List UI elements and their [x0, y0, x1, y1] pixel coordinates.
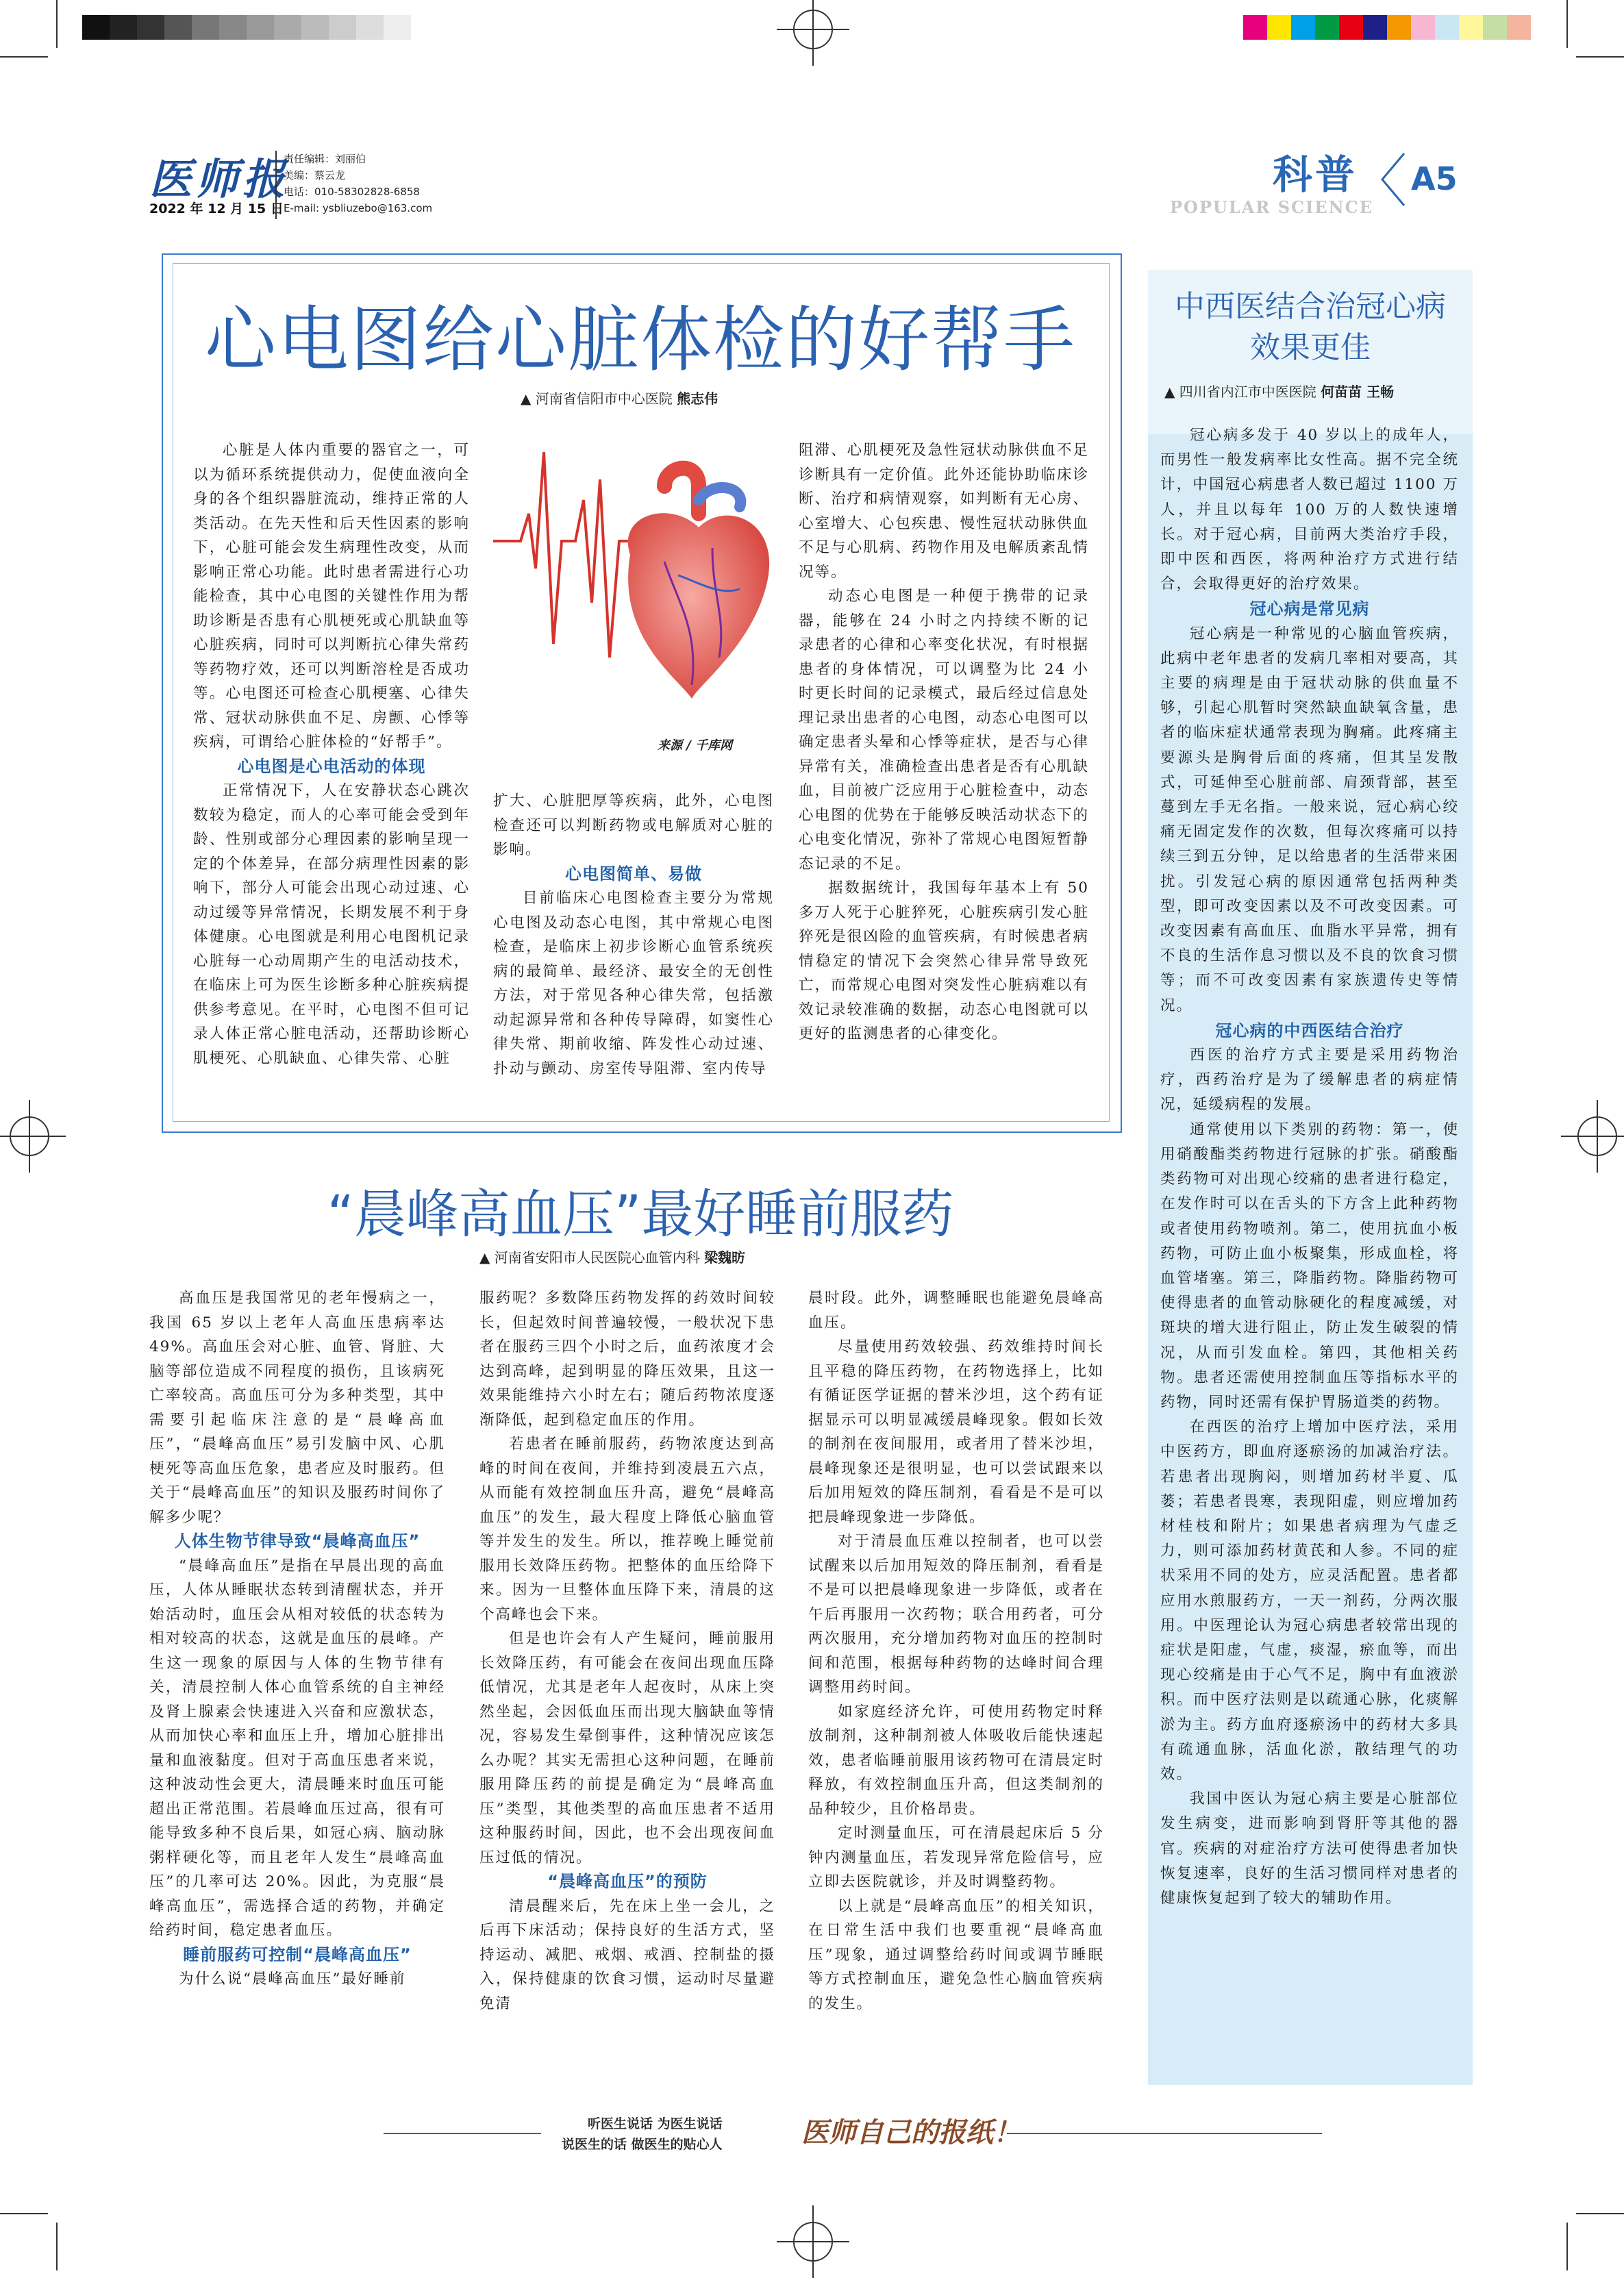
crop-mark — [0, 56, 48, 58]
masthead-divider — [275, 151, 277, 219]
paragraph: “晨峰高血压”是指在早晨出现的高血压，人体从睡眠状态转到清醒状态，并开始活动时，血压会从相对较低的状态转为相对较高的状态，这就是血压的晨峰。产生这一现象的原因与人体的生物节律有关，清晨控制人体心血管系统的自主神经及肾上腺素会快速进入兴奋和应激状态，从而加快心率和血压上升，增加心脏排出量和血液黏度。但对于高血压患者来说，这种波动性会更大，清晨睡来时血压可能超出正常范围。若晨峰血压过高，很有可能导致多种不良后果，如冠心病、脑动脉粥样硬化等，而且老年人发生“晨峰高血压”的几率可达 20%。因此，为克服“晨峰高血压”，需选择合适的药物，并确定给药时间，稳定患者血压。 — [149, 1557, 445, 1939]
section-subtitle: POPULAR SCIENCE — [1170, 197, 1374, 217]
registration-mark-left — [10, 1116, 49, 1156]
registration-mark-right — [1577, 1116, 1617, 1156]
sidebar-title-line: 效果更佳 — [1250, 330, 1371, 365]
byline-org: ▲ 河南省安阳市人民医院心血管内科 — [479, 1249, 700, 1266]
article-ecg-headline: 心电图给心脏体检的好帮手 — [204, 298, 1076, 381]
paragraph: 据数据统计，我国每年基本上有 50 多万人死于心脏猝死，心脏疾病引发心脏猝死是很凶险的血管疾病，有时候患者病情稳定的情况下会突然心律异常导致死亡，而常规心电图对突发性心脏病难以有效记录较准确的数据，动态心电图就可以更好的监测患者的心律变化。 — [799, 879, 1089, 1042]
byline-author: 梁魏昉 — [704, 1249, 746, 1266]
footer-slogan — [562, 2114, 723, 2155]
article-ecg-byline — [521, 388, 718, 408]
footer-rule-left — [384, 2133, 541, 2134]
masthead — [149, 149, 1485, 225]
paragraph: 以上就是“晨峰高血压”的相关知识，在日常生活中我们也要重视“晨峰高血压”现象，通过调整给药时间或调节睡眠等方式控制血压，避免急性心脑血管疾病的发生。 — [808, 1897, 1104, 2012]
editor-credit: 责任编辑：刘丽伯 — [284, 153, 366, 165]
crop-mark — [0, 2213, 48, 2214]
paragraph: 西医的治疗方式主要是采用药物治疗，西药治疗是为了缓解患者的病症情况，延缓病程的发展。 — [1160, 1047, 1459, 1114]
footer-slogan-line: 听医生说话 为医生说话 — [588, 2116, 723, 2131]
issue-date: 2022 年 12 月 15 日 — [149, 201, 284, 216]
crop-mark — [56, 2223, 58, 2270]
paragraph: 若患者在睡前服药，药物浓度达到高峰的时间在夜间，并维持到凌晨五六点，从而能有效控制血压升高，避免“晨峰高血压”的发生，最大程度上降低心脑血管等并发生的发生。所以，推荐晚上睡觉前服用长效降压药物。把整体的血压给降下来。因为一旦整体血压降下来，清晨的这个高峰也会下来。 — [479, 1436, 775, 1623]
byline-org: ▲ 河南省信阳市中心医院 — [521, 390, 673, 407]
sidebar-title-line: 中西医结合治冠心病 — [1175, 289, 1446, 324]
article-bp-subhead-2: 睡前服药可控制“晨峰高血压” — [183, 1944, 412, 1964]
footer-rule-right — [1007, 2133, 1322, 2134]
email-contact: E-mail: ysbliuzebo@163.com — [284, 202, 433, 214]
article-ecg-subhead-2: 心电图简单、易做 — [565, 864, 702, 884]
paragraph: 在西医的治疗上增加中医疗法，采用中医药方，即血府逐瘀汤的加减治疗法。若患者出现胸闷，则增加药材半夏、瓜蒌；若患者畏寒，表现阳虚，则应增加药材桂枝和附片；如果患者病理为气虚乏力，则可添加药材黄芪和人参。不同的症状采用不同的处方，应灵活配置。患者都应用水煎服药方，一天一剂药，分两次服用。中医理论认为冠心病患者较常出现的症状是阳虚，气虚，痰湿，瘀血等，而出现心绞痛是由于心气不足，胸中有血液淤积。而中医疗法则是以疏通心脉，化痰解淤为主。药方血府逐瘀汤中的药材大多具有疏通血脉，活血化淤，散结理气的功效。 — [1160, 1418, 1459, 1783]
paragraph: 对于清晨血压难以控制者，也可以尝试醒来以后加用短效的降压制剂，看看是不是可以把晨峰现象进一步降低，或者在午后再服用一次药物；联合用药者，可分两次服用，充分增加药物对血压的控制时间和范围，根据每种药物的达峰时间合理调整用药时间。 — [808, 1533, 1104, 1696]
heart-ecg-illustration — [493, 438, 781, 753]
paragraph: 阻滞、心肌梗死及急性冠状动脉供血不足诊断具有一定价值。此外还能协助临床诊断、治疗和病情观察，如判断有无心房、心室增大、心包疾患、慢性冠状动脉供血不足与心肌病、药物作用及电解质紊乱情况等。 — [799, 442, 1089, 581]
registration-mark-bottom — [793, 2222, 833, 2262]
paragraph: 定时测量血压，可在清晨起床后 5 分钟内测量血压，若发现异常危险信号，应立即去医院就诊，并及时调整药物。 — [808, 1825, 1104, 1890]
article-bp-headline: “晨峰高血压”最好睡前服药 — [327, 1184, 954, 1244]
paragraph: 但是也许会有人产生疑问，睡前服用长效降压药，有可能会在夜间出现血压降低情况，尤其是老年人起夜时，从床上突然坐起，会因低血压而出现大脑缺血等情况，容易发生晕倒事件，这种情况应该怎么办呢？其实无需担心这种问题，在睡前服用降压药的前提是确定为“晨峰高血压”类型，其他类型的高血压患者不适用这种服药时间，因此，也不会出现夜间血压过低的情况。 — [479, 1630, 775, 1866]
article-bp-column-2 — [479, 1286, 775, 2016]
article-ecg-column-2 — [493, 789, 774, 1081]
article-ecg-column-1 — [193, 438, 470, 1071]
ecg-waveform — [493, 452, 651, 658]
image-caption: 来源 / 千库网 — [658, 738, 733, 753]
paragraph: 清晨醒来后，先在床上坐一会儿，之后再下床活动；保持良好的生活方式，坚持运动、减肥、戒烟、戒酒、控制盐的摄入，保持健康的饮食习惯，运动时尽量避免清 — [479, 1897, 775, 2012]
sidebar-title — [1148, 286, 1473, 368]
byline-author: 熊志伟 — [677, 390, 719, 407]
article-bp-column-3 — [808, 1286, 1104, 2016]
paragraph: 心脏是人体内重要的器官之一，可以为循环系统提供动力，促使血液向全身的各个组织器脏流动，维持正常的人类活动。在先天性和后天性因素的影响下，心脏可能会发生病理性改变，从而影响正常心功能。此时患者需进行心功能检查，其中心电图的关键性作用为帮助诊断是否患有心肌梗死或心肌缺血等心脏疾病，同时可以判断抗心律失常药等药物疗效，还可以判断溶栓是否成功等。心电图还可检查心肌梗塞、心律失常、冠状动脉供血不足、房颤、心悸等疾病，可谓给心脏体检的“好帮手”。 — [193, 442, 470, 751]
paragraph: 通常使用以下类别的药物：第一，使用硝酸酯类药物进行冠脉的扩张。硝酸酯类药物可对出现心绞痛的患者进行稳定，在发作时可以在舌头的下方含上此种药物或者使用药物喷剂。第二，使用抗血小板药物，可防止血小板聚集，形成血栓，将血管堵塞。第三，降脂药物。降脂药物可使得患者的血管动脉硬化的程度减缓，对斑块的增大进行阻止，防止发生破裂的情况，从而引发血栓。第四，其他相关药物。患者还需使用控制血压等指标水平的药物，同时还需有保护胃肠道类的药物。 — [1160, 1121, 1459, 1411]
paragraph: 目前临床心电图检查主要分为常规心电图及动态心电图，其中常规心电图检查，是临床上初步诊断心血管系统疾病的最简单、最经济、最安全的无创性方法，对于常见各种心律失常，包括激动起源异常和各种传导障碍，如窦性心律失常、期前收缩、阵发性心动过速、扑动与颤动、房室传导阻滞、室内传导 — [493, 890, 774, 1077]
chevron-left-icon — [1379, 152, 1407, 207]
article-bp-byline — [479, 1247, 745, 1266]
sidebar-byline — [1164, 381, 1394, 401]
crop-mark — [1576, 2213, 1624, 2214]
article-bp-subhead-3: “晨峰高血压”的预防 — [547, 1872, 708, 1891]
section-title: 科普 — [1273, 151, 1358, 198]
article-ecg-column-3 — [799, 438, 1089, 1047]
paragraph: 冠心病是一种常见的心脑血管疾病，此病中老年患者的发病几率相对要高，其主要的病理是由于冠状动脉的供血量不够，引起心肌暂时突然缺血缺氧含量，患者的临床症状通常表现为胸痛。此疼痛主要源头是胸骨后面的疼痛，但其呈发散式，可延伸至心脏前部、肩颈背部，甚至蔓到左手无名指。一般来说，冠心病心绞痛无固定发作的次数，但每次疼痛可以持续三到五分钟，足以给患者的生活带来困扰。引发冠心病的原因通常包括两种类型，即可改变因素以及不可改变因素。可改变因素有高血压、血脂水平异常，拥有不良的生活作息习惯以及不良的饮食习惯等；而不可改变因素有家族遗传史等情况。 — [1160, 625, 1459, 1014]
crop-mark — [56, 0, 58, 48]
paragraph: 正常情况下，人在安静状态心跳次数较为稳定，而人的心率可能会受到年龄、性别或部分心理因素的影响呈现一定的个体差异，在部分病理性因素的影响下，部分人可能会出现心动过速、心动过缓等异常情况，长期发展不利于身体健康。心电图就是利用心电图机记录心脏每一心动周期产生的电活动技术，在临床上可为医生诊断多种心脏疾病提供参考意见。在平时，心电图不但可记录人体正常心脏电活动，还帮助诊断心肌梗死、心肌缺血、心律失常、心脏 — [193, 782, 470, 1067]
byline-org: ▲ 四川省内江市中医医院 — [1164, 384, 1316, 400]
article-bp-column-1 — [149, 1286, 445, 1992]
color-calibration-bar — [1243, 15, 1531, 40]
designer-credit: 美编：蔡云龙 — [284, 169, 346, 182]
paragraph: 如家庭经济允许，可使用药物定时释放制剂，这种制剂被人体吸收后能快速起效，患者临睡前服用该药物可在清晨定时释放，有效控制血压升高，但这类制剂的品种较少，且价格昂贵。 — [808, 1703, 1104, 1818]
page-number: A5 — [1411, 160, 1458, 197]
footer-slogan-line: 说医生的话 做医生的贴心人 — [562, 2137, 723, 2152]
crop-mark — [1576, 56, 1624, 58]
footer-brand: 医师自己的报纸！ — [801, 2116, 1021, 2149]
paragraph: 我国中医认为冠心病主要是心脏部位发生病变，进而影响到肾肝等其他的器官。疾病的对症治疗方法可使得患者加快恢复速率，良好的生活习惯同样对患者的健康恢复起到了较大的辅助作用。 — [1160, 1790, 1459, 1907]
sidebar-column — [1160, 423, 1459, 1911]
phone-contact: 电话：010-58302828-6858 — [284, 186, 420, 198]
paragraph: 晨时段。此外，调整睡眠也能避免晨峰高血压。 — [808, 1290, 1104, 1331]
registration-mark-top — [793, 10, 833, 49]
editor-info — [284, 151, 432, 216]
paragraph: 为什么说“晨峰高血压”最好睡前 — [179, 1970, 406, 1988]
crop-mark — [1566, 2223, 1568, 2270]
grayscale-calibration-bar — [82, 15, 411, 40]
paragraph: 扩大、心脏肥厚等疾病，此外，心电图检查还可以判断药物或电解质对心脏的影响。 — [493, 792, 774, 858]
article-ecg-subhead-1: 心电图是心电活动的体现 — [237, 756, 426, 776]
sidebar-subhead-1: 冠心病是常见病 — [1249, 599, 1370, 619]
paragraph: 高血压是我国常见的老年慢病之一，我国 65 岁以上老年人高血压患病率达 49%。高血压会对心脏、血管、肾脏、大脑等部位造成不同程度的损伤，且该病死亡率较高。高血压可分为多种类型，其中需要引起临床注意的是“晨峰高血压”，“晨峰高血压”易引发脑中风、心肌梗死等高血压危象，患者应及时服药。但关于“晨峰高血压”的知识及服药时间你了解多少呢？ — [149, 1290, 445, 1526]
crop-mark — [1566, 0, 1568, 48]
paragraph: 服药呢？多数降压药物发挥的药效时间较长，但起效时间普遍较慢，一般状况下患者在服药三四个小时之后，血药浓度才会达到高峰，起到明显的降压效果，且这一效果能维持六小时左右；随后药物浓度逐渐降低，起到稳定血压的作用。 — [479, 1290, 775, 1429]
article-bp-subhead-1: 人体生物节律导致“晨峰高血压” — [174, 1531, 421, 1551]
byline-author: 何苗苗 王畅 — [1321, 384, 1395, 400]
sidebar-subhead-2: 冠心病的中西医结合治疗 — [1215, 1021, 1404, 1040]
paper-logo: 医师报 — [149, 154, 290, 204]
paragraph: 动态心电图是一种便于携带的记录器，能够在 24 小时之内持续不断的记录患者的心律和心率变化状况，有时根据患者的身体情况，可以调整为比 24 小时更长时间的记录模式，最后经过信息处理记录出患者的心电图，动态心电图可以确定患者头晕和心悸等症状，是否与心律异常有关，准确检查出患者是否有心肌缺血，目前被广泛应用于心脏检查中，动态心电图的优势在于能够反映活动状态下的心电变化情况，弥补了常规心电图短暂静态记录的不足。 — [799, 588, 1089, 873]
paragraph: 尽量使用药效较强、药效维持时间长且平稳的降压药物，在药物选择上，比如有循证医学证据的替米沙坦，这个药有证据显示可以明显减缓晨峰现象。假如长效的制剂在夜间服用，或者用了替米沙坦，晨峰现象还是很明显，也可以尝试跟来以后加用短效的降压制剂，看看是不是可以把晨峰现象进一步降低。 — [808, 1338, 1104, 1526]
paragraph: 冠心病多发于 40 岁以上的成年人，而男性一般发病率比女性高。据不完全统计，中国冠心病患者人数已超过 1100 万人，并且以每年 100 万的人数快速增长。对于冠心病，目前两大类治疗手段，即中医和西医，将两种治疗方式进行结合，会取得更好的治疗效果。 — [1160, 427, 1459, 593]
